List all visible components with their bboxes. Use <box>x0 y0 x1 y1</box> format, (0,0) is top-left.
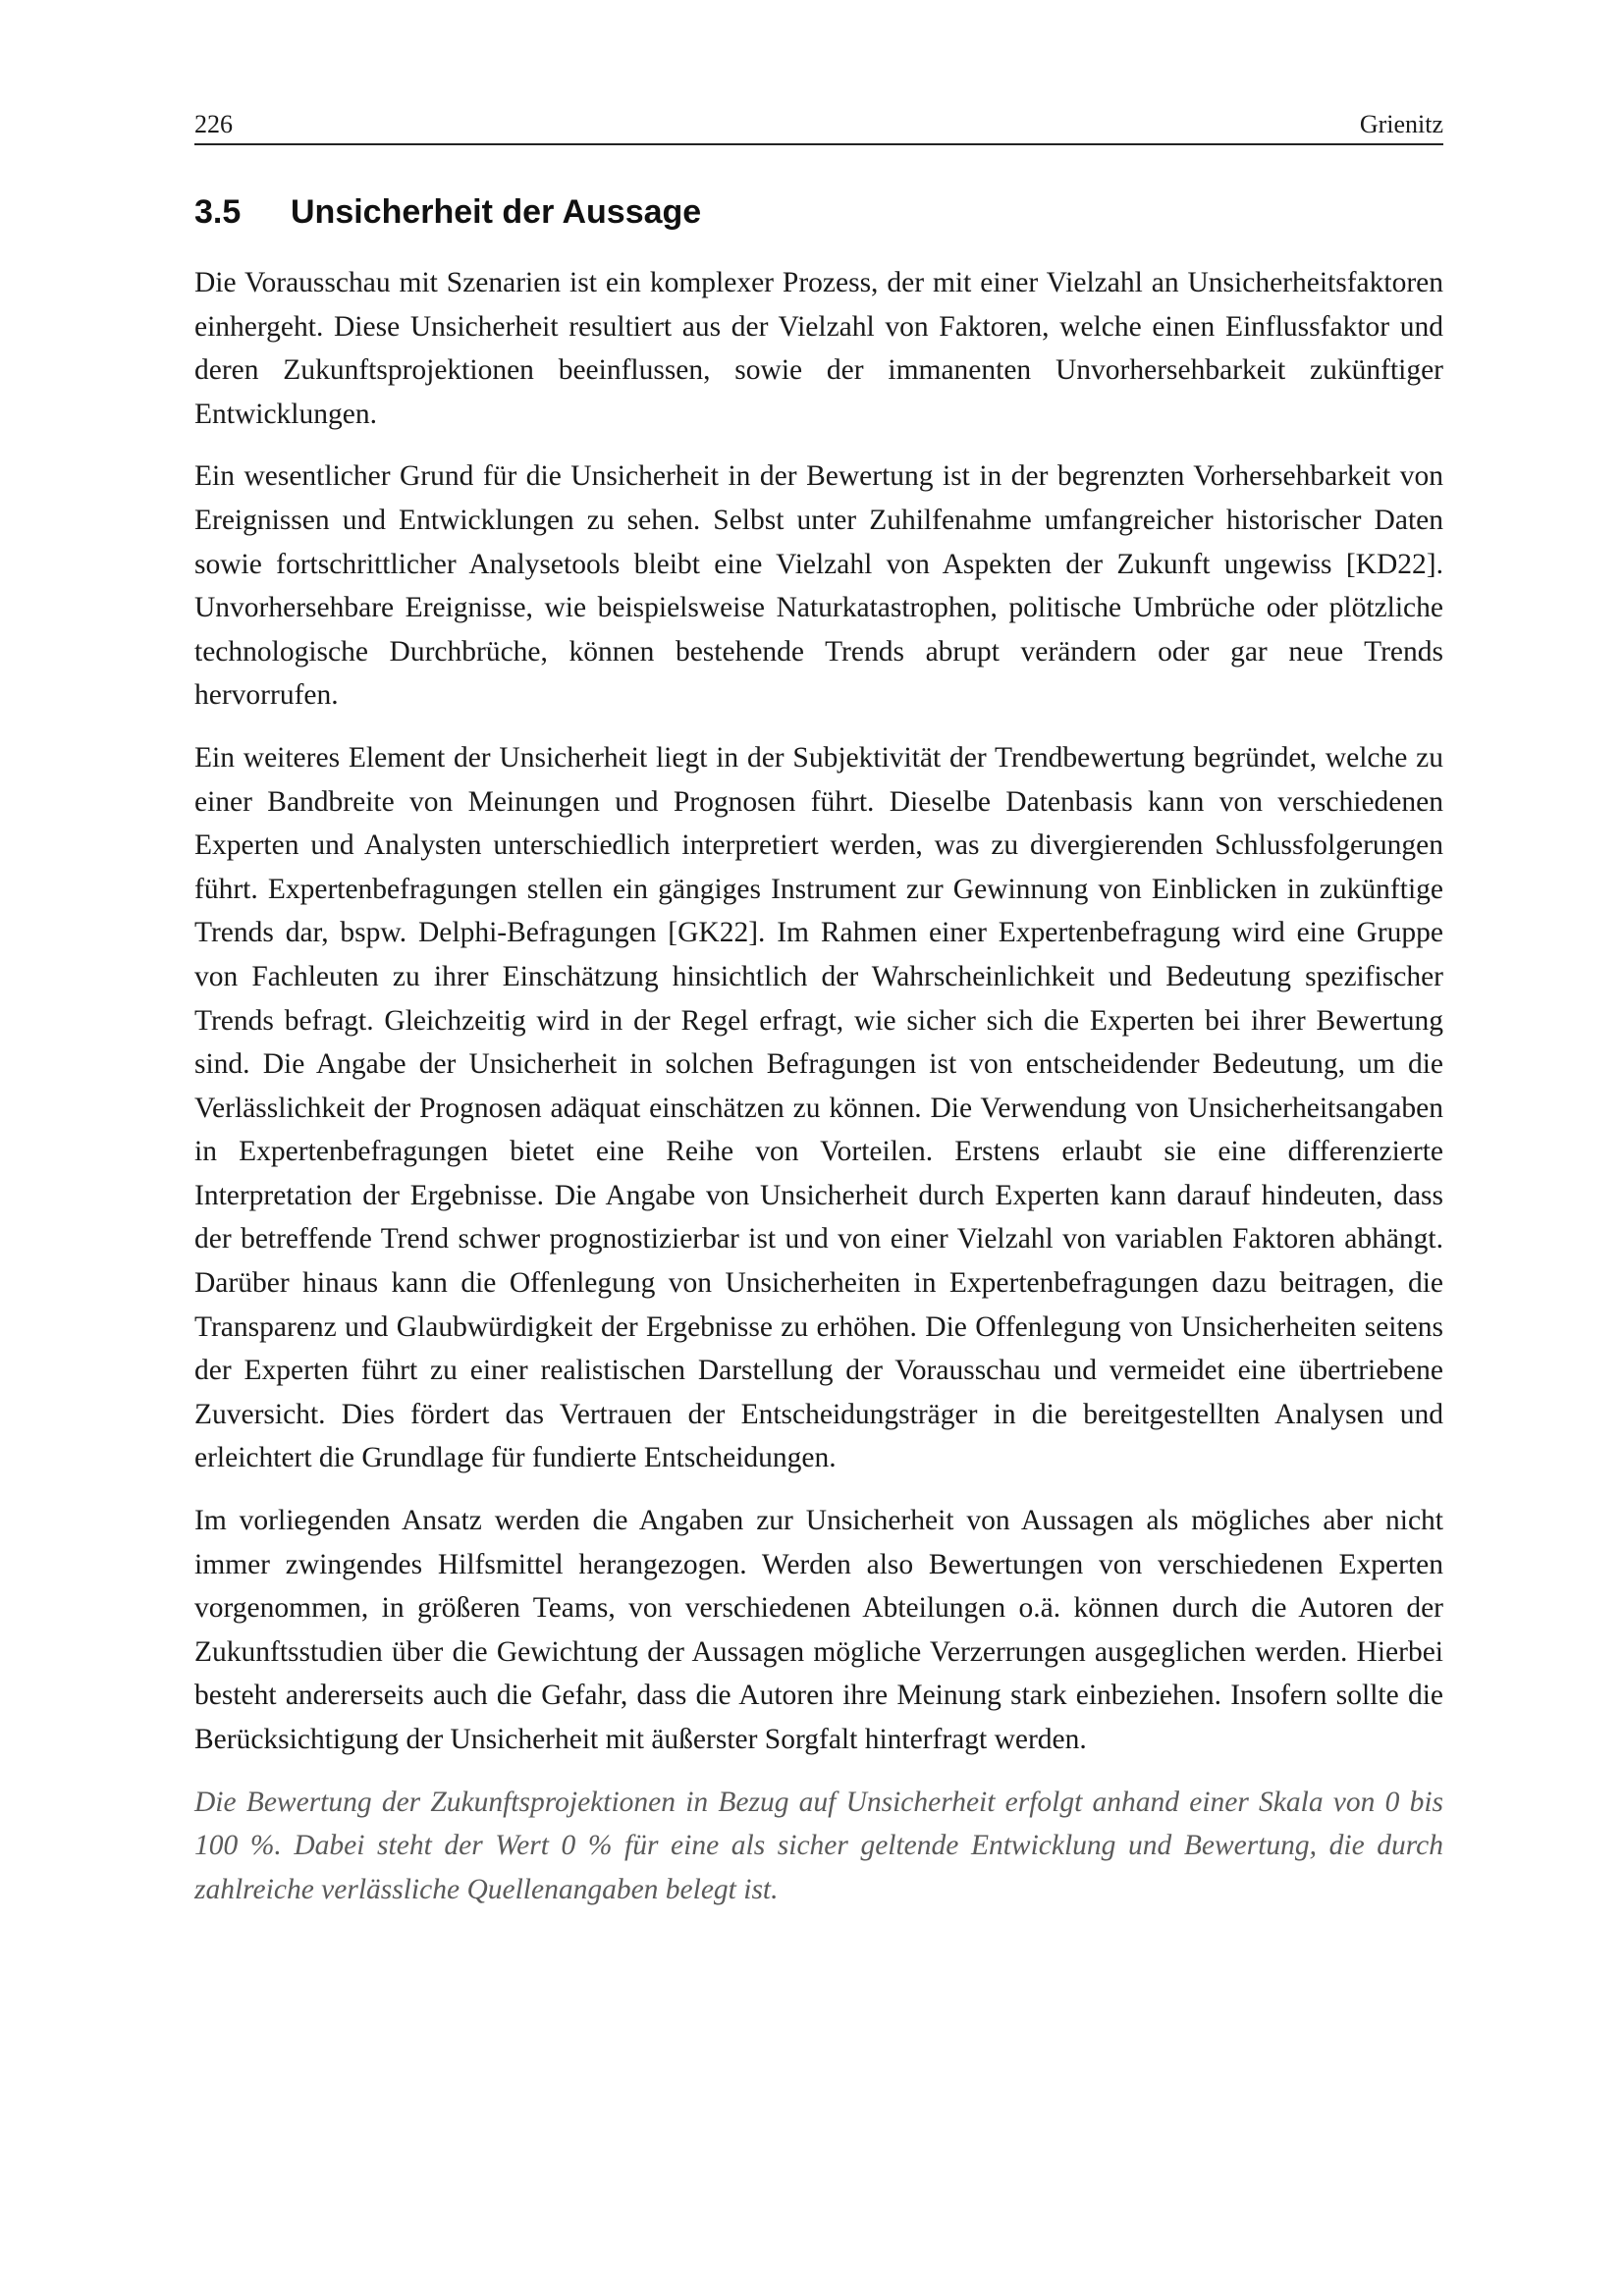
paragraph-1: Die Vorausschau mit Szenarien ist ein komplexer Prozess, der mit einer Vielzahl an Unsicherheitsfaktoren einhergeht. Diese Unsicherheit resultiert aus der Vielzahl von Faktoren, welche einen Einflussfaktor und deren Zukunftsprojektionen beeinflussen, sowie der immanenten Unvorhersehbarkeit zukünftiger Entwicklungen. <box>194 267 1443 430</box>
paragraph-4: Im vorliegenden Ansatz werden die Angaben zur Unsicherheit von Aussagen als mögliches aber nicht immer zwingendes Hilfsmittel herangezogen. Werden also Bewertungen von verschiedenen Experten vorgenommen, in größeren Teams, von verschiedenen Abteilungen o.ä. können durch die Autoren der Zukunftsstudien über die Gewichtung der Aussagen mögliche Verzerrungen ausgeglichen werden. Hierbei besteht andererseits auch die Gefahr, dass die Autoren ihre Meinung stark einbeziehen. Insofern sollte die Berücksichtigung der Unsicherheit mit äußerster Sorgfalt hinterfragt werden. <box>194 1505 1443 1755</box>
section-number: 3.5 <box>194 193 242 231</box>
section-heading <box>194 192 701 232</box>
paragraph-3: Ein weiteres Element der Unsicherheit liegt in der Subjektivität der Trendbewertung begründet, welche zu einer Bandbreite von Meinungen und Prognosen führt. Dieselbe Datenbasis kann von verschiedenen Experten und Analysten unterschiedlich interpretiert werden, was zu divergierenden Schlussfolgerungen führt. Expertenbefragungen stellen ein gängiges Instrument zur Gewinnung von Einblicken in zukünftige Trends dar, bspw. Delphi-Befragungen [GK22]. Im Rahmen einer Expertenbefragung wird eine Gruppe von Fachleuten zu ihrer Einschätzung hinsichtlich der Wahrscheinlichkeit und Bedeutung spezifischer Trends befragt. Gleichzeitig wird in der Regel erfragt, wie sicher sich die Experten bei ihrer Bewertung sind. Die Angabe der Unsicherheit in solchen Befragungen ist von entscheidender Bedeutung, um die Verlässlichkeit der Prognosen adäquat einschätzen zu können. Die Verwendung von Unsicherheitsangaben in Expertenbefragungen bietet eine Reihe von Vorteilen. Erstens erlaubt sie eine differenzierte Interpretation der Ergebnisse. Die Angabe von Unsicherheit durch Experten kann darauf hindeuten, dass der betreffende Trend schwer prognostizierbar ist und von einer Vielzahl von variablen Faktoren abhängt. Darüber hinaus kann die Offenlegung von Unsicherheiten in Expertenbefragungen dazu beitragen, die Transparenz und Glaubwürdigkeit der Ergebnisse zu erhöhen. Die Offenlegung von Unsicherheiten seitens der Experten führt zu einer realistischen Darstellung der Vorausschau und vermeidet eine übertriebene Zuversicht. Dies fördert das Vertrauen der Entscheidungsträger in die bereitgestellten Analysen und erleichtert die Grundlage für fundierte Entscheidungen. <box>194 741 1443 1474</box>
section-title: Unsicherheit der Aussage <box>291 193 702 231</box>
page-number: 226 <box>194 110 233 138</box>
running-header <box>194 106 1443 145</box>
running-header-author: Grienitz <box>1359 110 1443 138</box>
emphasis-paragraph: Die Bewertung der Zukunftsprojektionen in Bezug auf Unsicherheit erfolgt anhand einer Skala von 0 bis 100 %. Dabei steht der Wert 0 % für eine als sicher geltende Entwicklung und Bewertung, die durch zahlreiche verlässliche Quellenangaben belegt ist. <box>194 1786 1443 1905</box>
body-text <box>194 261 1443 1930</box>
paragraph-2: Ein wesentlicher Grund für die Unsicherheit in der Bewertung ist in der begrenzten Vorhersehbarkeit von Ereignissen und Entwicklungen zu sehen. Selbst unter Zuhilfenahme umfangreicher historischer Daten sowie fortschrittlicher Analysetools bleibt eine Vielzahl von Aspekten der Zukunft ungewiss [KD22]. Unvorhersehbare Ereignisse, wie beispielsweise Naturkatastrophen, politische Umbrüche oder plötzliche technologische Durchbrüche, können bestehende Trends abrupt verändern oder gar neue Trends hervorrufen. <box>194 460 1443 712</box>
